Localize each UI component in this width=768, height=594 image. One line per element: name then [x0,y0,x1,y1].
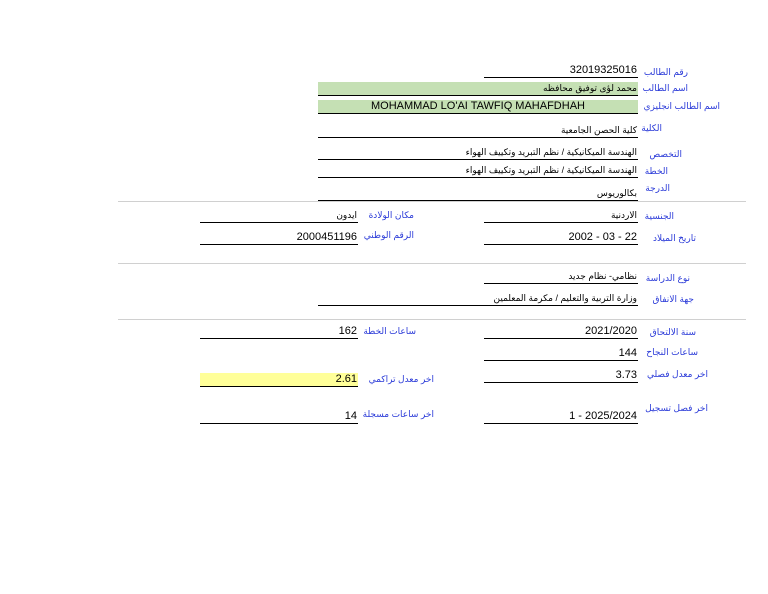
student-number-label: رقم الطالب [643,67,688,77]
student-name-label: اسم الطالب [642,83,688,93]
divider-2 [118,263,746,264]
last-reg-hours-value: 14 [200,410,358,424]
plan-value: الهندسة الميكانيكية / نظم التبريد وتكييف الهواء [318,164,638,178]
last-reg-sem-value: 2025/2024 - 1 [484,410,638,424]
study-type-label: نوع الدراسة [645,273,690,283]
cum-gpa-value: 2.61 [200,373,358,387]
nationality-label: الجنسية [644,211,674,221]
birthplace-label: مكان الولادة [368,210,414,220]
funding-value: وزارة التربية والتعليم / مكرمة المعلمين [318,292,638,306]
student-number-value: 32019325016 [484,64,638,78]
last-sem-gpa-value: 3.73 [484,369,638,383]
enroll-year-value: 2021/2020 [484,325,638,339]
plan-hours-value: 162 [200,325,358,339]
major-label: التخصص [649,149,682,159]
college-label: الكلية [641,123,662,133]
national-id-value: 2000451196 [200,231,358,245]
plan-hours-label: ساعات الخطة [363,326,416,336]
major-value: الهندسة الميكانيكية / نظم التبريد وتكييف الهواء [318,146,638,160]
passed-hours-value: 144 [484,347,638,361]
enroll-year-label: سنة الالتحاق [649,327,696,337]
last-sem-gpa-label: اخر معدل فصلي [646,369,708,379]
cum-gpa-label: اخر معدل تراكمي [368,374,434,384]
nationality-value: الاردنية [484,209,638,223]
student-name-value: محمد لؤى توفيق محافظه [318,82,638,96]
plan-label: الخطة [644,166,668,176]
college-value: كلية الحصن الجامعية [318,124,638,138]
last-reg-sem-label: اخر فصل تسجيل [645,403,708,413]
study-type-value: نظامي- نظام جديد [484,270,638,284]
degree-value: بكالوريوس [318,187,638,201]
national-id-label: الرقم الوطني [363,230,414,240]
funding-label: جهة الانفاق [652,294,694,304]
student-name-en-value: MOHAMMAD LO'AI TAWFIQ MAHAFDHAH [318,100,638,114]
passed-hours-label: ساعات النجاح [646,347,698,357]
degree-label: الدرجة [645,183,670,193]
birthplace-value: ايدون [200,209,358,223]
last-reg-hours-label: اخر ساعات مسجلة [362,409,434,419]
divider-1 [118,201,746,202]
divider-3 [118,319,746,320]
student-name-en-label: اسم الطالب انجليزي [643,101,720,111]
birthdate-label: تاريخ الميلاد [653,233,696,243]
birthdate-value: 22 - 03 - 2002 [484,231,638,245]
